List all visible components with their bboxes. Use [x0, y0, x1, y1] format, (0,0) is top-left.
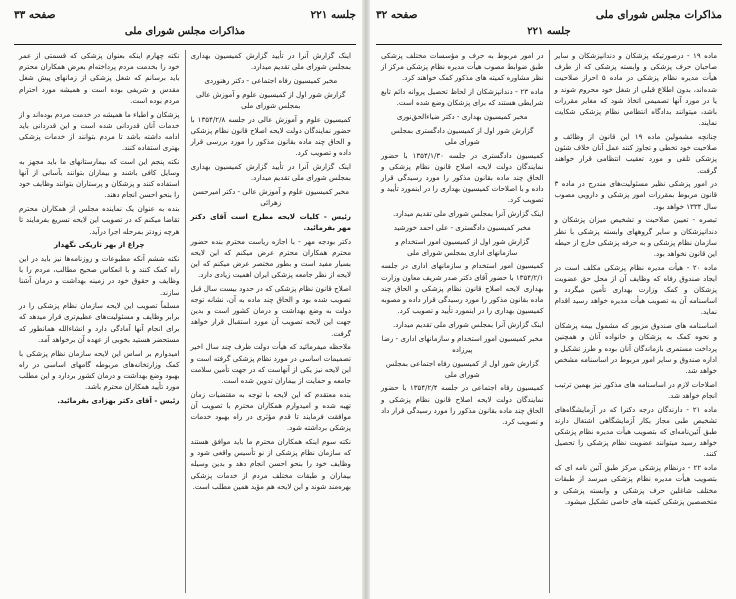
paragraph: امیدوارم بر اساس این لایحه سازمان نظام پزشکی با کمک وزارتخانه‌های مربوطه گامهای اساسی در راه بهبود وضع بهداشت و درمان کشور بردارد و این مطلب مورد تأیید همکاران محترم باشد.: [19, 348, 180, 392]
text-column: [186, 50, 357, 593]
paragraph: ماده ۲۱ - دارندگان درجه دکترا که در آزمایشگاه‌های تشخیص طبی مجاز بکار آزمایشگاهی اشتغال دارند طبق آئین‌نامه‌ای که بتصویب هیأت مدیره نظام پزشکی خواهد رسید میتوانند عضویت نظام پزشکی را تحصیل کنند.: [554, 404, 718, 459]
paragraph: مسلماً تصویب این لایحه سازمان نظام پزشکی را در برابر وظایف و مسئولیت‌های عظیم‌تری قرار میدهد که برای انجام آنها آمادگی دارد و انشاءالله همانطور که مستحضر هستید بخوبی از عهده آن برخواهد آمد.: [19, 301, 180, 344]
header-rule: [14, 44, 356, 45]
right-page: [370, 0, 736, 599]
paragraph: نکته پنجم این است که بیمارستانهای ما باید مجهز به وسایل کافی باشند و بیماران بتوانند بآسانی از آنها استفاده کنند و پزشکان و پرستاران بتوانند وظایف خود را بنحو احسن انجام دهند.: [19, 156, 180, 200]
left-page-columns: [14, 50, 356, 593]
paragraph: ماده ۲۲ - درنظام پزشکی مرکز طبق آئین نامه ای که بتصویب هیأت مدیره نظام پزشکی میرسد از طبقات مختلف شاغلین حرف پزشکی و وابسته پزشکی و متخصصین پزشکی کمیته های خاصی تشکیل میشود.: [554, 463, 718, 506]
paragraph: مخبر کمیسیون بهداری - دکتر ضیاءالحق‌نوری: [396, 112, 528, 122]
paragraph: ماده ۱۹ - درصورتیکه پزشکان و دندانپزشکان و سایر صاحبان حرف پزشکی و وابسته پزشکی که از طرف هیأت مدیره نظام پزشکی در ماده ۵ احراز صلاحیت شده‌اند، بدون اطلاع قبلی از شغل خود محروم شوند و یا در مورد آنها تصمیمی اتخاذ شود که مغایر مقررات باشد، میتوانند بدادگاه انتظامی نظام پزشکی شکایت نمایند.: [554, 51, 717, 128]
text-column: [376, 50, 550, 593]
text-column: [14, 50, 186, 593]
paragraph: مخبر کمیسیون علوم و آموزش عالی - دکتر امیرحسن زهرائی: [192, 186, 350, 207]
paragraph: در امور مربوط به حرف و مؤسسات مختلف پزشکی طبق ضوابط مصوب هیأت مدیره نظام پزشکی مرکز از نظر مشاوره کمیته های مذکور کمک خواهند کرد.: [381, 51, 544, 83]
paragraph: ماده ۲۳ - دندانپزشکان از لحاظ تحصیل پروانه دائم تابع شرایطی هستند که برای پزشکان وضع شده است.: [381, 87, 544, 108]
paragraph: نکته سوم اینکه همکاران محترم ما باید موافق هستند که سازمان نظام پزشکی از نو تأسیس واقعی شود و وظایف خود را بنحو احسن انجام دهد و بدین وسیله بیماران و طبقات مختلف مردم از خدمات پزشکی بهره‌مند شوند و این لایحه هم مؤید همین مطلب است.: [190, 437, 351, 491]
paragraph: نکته چهارم اینکه بعنوان پزشکی که قسمتی از عمر خود را بخدمت مردم پرداخته‌ام بعرض همکاران محترم باید برسانم که شغل پزشکی از زمانهای پیش شغل مقدس و شریفی بوده است و همیشه مورد احترام مردم بوده است.: [19, 51, 180, 105]
book-gutter: [362, 0, 370, 599]
paragraph: ملاحظه میفرمائید که هیأت دولت ظرف چند سال اخیر تصمیمات اساسی در مورد نظام پزشکی گرفته است و این لایحه نیز یکی از آنهاست که در جهت تأمین سلامت جامعه و حمایت از بیماران تدوین شده است.: [190, 342, 351, 385]
page-number: مذاکرات مجلس شورای ملی: [595, 9, 722, 21]
paragraph: پزشکان و اطباء ما همیشه در خدمت مردم بوده‌اند و از خدمات آنان قدردانی شده است و این قدردانی باید ادامه داشته باشد تا مردم بتوانند از خدمات پزشکی بهتری استفاده کنند.: [19, 109, 180, 153]
paragraph: اینک گزارش آنرا در تأیید گزارش کمیسیون بهداری بمجلس شورای ملی تقدیم میدارد.: [190, 161, 351, 183]
paragraph: گزارش شور اول از کمیسیون رفاه اجتماعی بمجلس شورای ملی: [385, 358, 539, 379]
paragraph: مخبر کمیسیون دادگستری - علی احمد خورشید: [393, 222, 531, 232]
paragraph: مخبر کمیسیون رفاه اجتماعی - دکتر رهنوردی: [204, 75, 338, 85]
paragraph: اینک گزارش آنرا در تأیید گزارش کمیسیون بهداری بمجلس شورای ملی تقدیم میدارد.: [190, 51, 351, 72]
text-column: [550, 50, 723, 593]
running-title: صفحه ۳۲: [376, 9, 418, 21]
paragraph: بنده به عنوان یک نماینده مجلس از همکاران محترم تقاضا میکنم که در تصویب این لایحه تسریع بفرمایند تا هرچه زودتر بمرحله اجرا درآید.: [19, 204, 180, 236]
paragraph: تبصره - تعیین صلاحیت و تشخیص میزان پزشکان و دندانپزشکان و سایر گروههای وابسته پزشکی با نظر سازمان نظام پزشکی و به حرفه پزشکی خارج از حیطه این قانون نخواهد بود.: [554, 215, 717, 258]
paragraph: کمیسیون امور استخدام و سازمانهای اداری در جلسه ۱۳۵۴/۲/۱ با حضور آقای دکتر صدر شریف معاون وزارت بهداری لایحه اصلاح قانون نظام پزشکی و الحاق چند ماده بقانون مذکور را مورد رسیدگی قرار داده و مصوبه کمیسیون بهداری را در اینمورد تأیید و تصویب کرد.: [381, 261, 544, 316]
paragraph: کمیسیون دادگستری در جلسه ۱۳۵۴/۱/۳۰ با حضور نمایندگان دولت لایحه اصلاح قانون نظام پزشکی و الحاق چند ماده بقانون مذکور را مورد رسیدگی قرار داده و با اصلاحات کمیسیون بهداری را در اینمورد تأیید و تصویب کرد.: [381, 150, 544, 205]
paragraph: گزارش شور اول از کمیسیون علوم و آموزش عالی بمجلس شورای ملی: [196, 89, 346, 110]
paragraph: ماده ۲۰ - هیأت مدیره نظام پزشکی مکلف است در ایجاد صندوق رفاه که وظایف آن از محل حق عضویت پزشکان و کمک وزارت بهداری تأمین میگردد و اساسنامه آن به تصویب هیأت مدیره خواهد رسید اقدام نماید.: [554, 262, 717, 317]
paragraph: رئیس - آقای دکتر بهزادی بفرمائید.: [57, 395, 180, 405]
paragraph: در امور پزشکی نظیر مسئولیت‌های مندرج در ماده ۳ قانون مربوط بمقررات امور پزشکی و دارویی مصوب سال ۱۳۳۴ خواهد بود.: [554, 179, 717, 211]
paragraph: اصلاح قانون نظام پزشکی که در حدود بیست سال قبل تصویب شده بود و الحاق چند ماده به آن، نشانه توجه دولت به وضع بهداشت و درمان کشور است و بدین جهت این لایحه تصویب آن مورد استقبال قرار خواهد گرفت.: [190, 283, 351, 338]
paragraph: کمیسیون رفاه اجتماعی در جلسه ۱۳۵۴/۲/۴ با حضور نمایندگان دولت لایحه اصلاح قانون نظام پزشکی و الحاق چند ماده بقانون مذکور را مورد رسیدگی قرار داد و تصویب کرد.: [381, 383, 544, 427]
paragraph: بنده معتقدم که این لایحه با توجه به مقتضیات زمان تهیه شده و امیدوارم همکاران محترم با تصویب آن موافقت فرمایند تا قدم مؤثری در راه بهبود خدمات پزشکی برداشته شود.: [190, 389, 351, 433]
left-page-header: [14, 6, 356, 46]
paragraph: کمیسیون علوم و آموزش عالی در جلسه ۱۳۵۴/۲/۸ با حضور نمایندگان دولت لایحه اصلاح قانون نظام پزشکی و الحاق چند ماده بقانون مذکور را مورد بررسی قرار داده و تصویب کرد.: [190, 114, 352, 158]
page-number: صفحه ۳۳: [14, 9, 56, 21]
right-page-header: [376, 6, 722, 46]
paragraph: اینک گزارش آنرا بمجلس شورای ملی تقدیم میدارد.: [392, 319, 544, 329]
session-number: جلسه ۲۲۱: [527, 26, 571, 37]
paragraph: دکتر بودجه مهر - با اجازه ریاست محترم بنده حضور محترم همکاران محترم عرض میکنم که این لایحه بسیار مفید است و بطور مختصر عرض میکنم که این لایحه از نظر جامعه پزشکی ایران اهمیت زیادی دارد.: [190, 236, 351, 280]
header-rule: [376, 44, 722, 45]
paragraph: نکته ششم آنکه مطبوعات و روزنامه‌ها نیز باید در این راه کمک کنند و با انعکاس صحیح مطالب، مردم را با وظایف و حقوق خود در زمینه بهداشت و درمان آشنا سازند.: [19, 253, 180, 297]
paragraph: اساسنامه های صندوق مزبور که مشمول بیمه پزشکان و نحوه کمک به پزشکان و خانواده آنان و همچنین پرداخت مستمری بازماندگان آنان بوده و طرز تشکیل و اداره صندوق و سایر امور مربوط در اساسنامه مشخص خواهد شد.: [554, 321, 717, 375]
running-title: مذاکرات مجلس شورای ملی: [124, 26, 246, 37]
left-page: [0, 0, 362, 599]
paragraph: چنانچه مشمولین ماده ۱۹ این قانون از وظائف و صلاحیت خود تخطی و تجاوز کنند عمل آنان خلاف شئون پزشکی تلقی و مورد تعقیب انتظامی قرار خواهند گرفت.: [554, 131, 717, 175]
right-page-columns: [376, 50, 722, 593]
paragraph: مخبر کمیسیون امور استخدام و سازمانهای اداری - رضا پیرزاده: [381, 333, 543, 354]
paragraph: گزارش شور اول از کمیسیون دادگستری بمجلس شورای ملی: [391, 125, 534, 146]
paragraph: اینک گزارش آنرا بمجلس شورای ملی تقدیم میدارد.: [392, 209, 544, 219]
paragraph: رئیس - کلیات لایحه مطرح است آقای دکتر مهر بفرمائید.: [190, 211, 351, 232]
paragraph: اصلاحات لازم در اساسنامه های مذکور نیز بهمین ترتیب انجام خواهد شد.: [554, 379, 717, 400]
paragraph: گزارش شور اول از کمیسیون امور استخدام و سازمانهای اداری بمجلس شورای ملی: [395, 236, 530, 257]
session-number: جلسه ۲۲۱: [310, 9, 356, 21]
paragraph: چراغ از بهر تاریکی نگهدار: [54, 240, 145, 250]
